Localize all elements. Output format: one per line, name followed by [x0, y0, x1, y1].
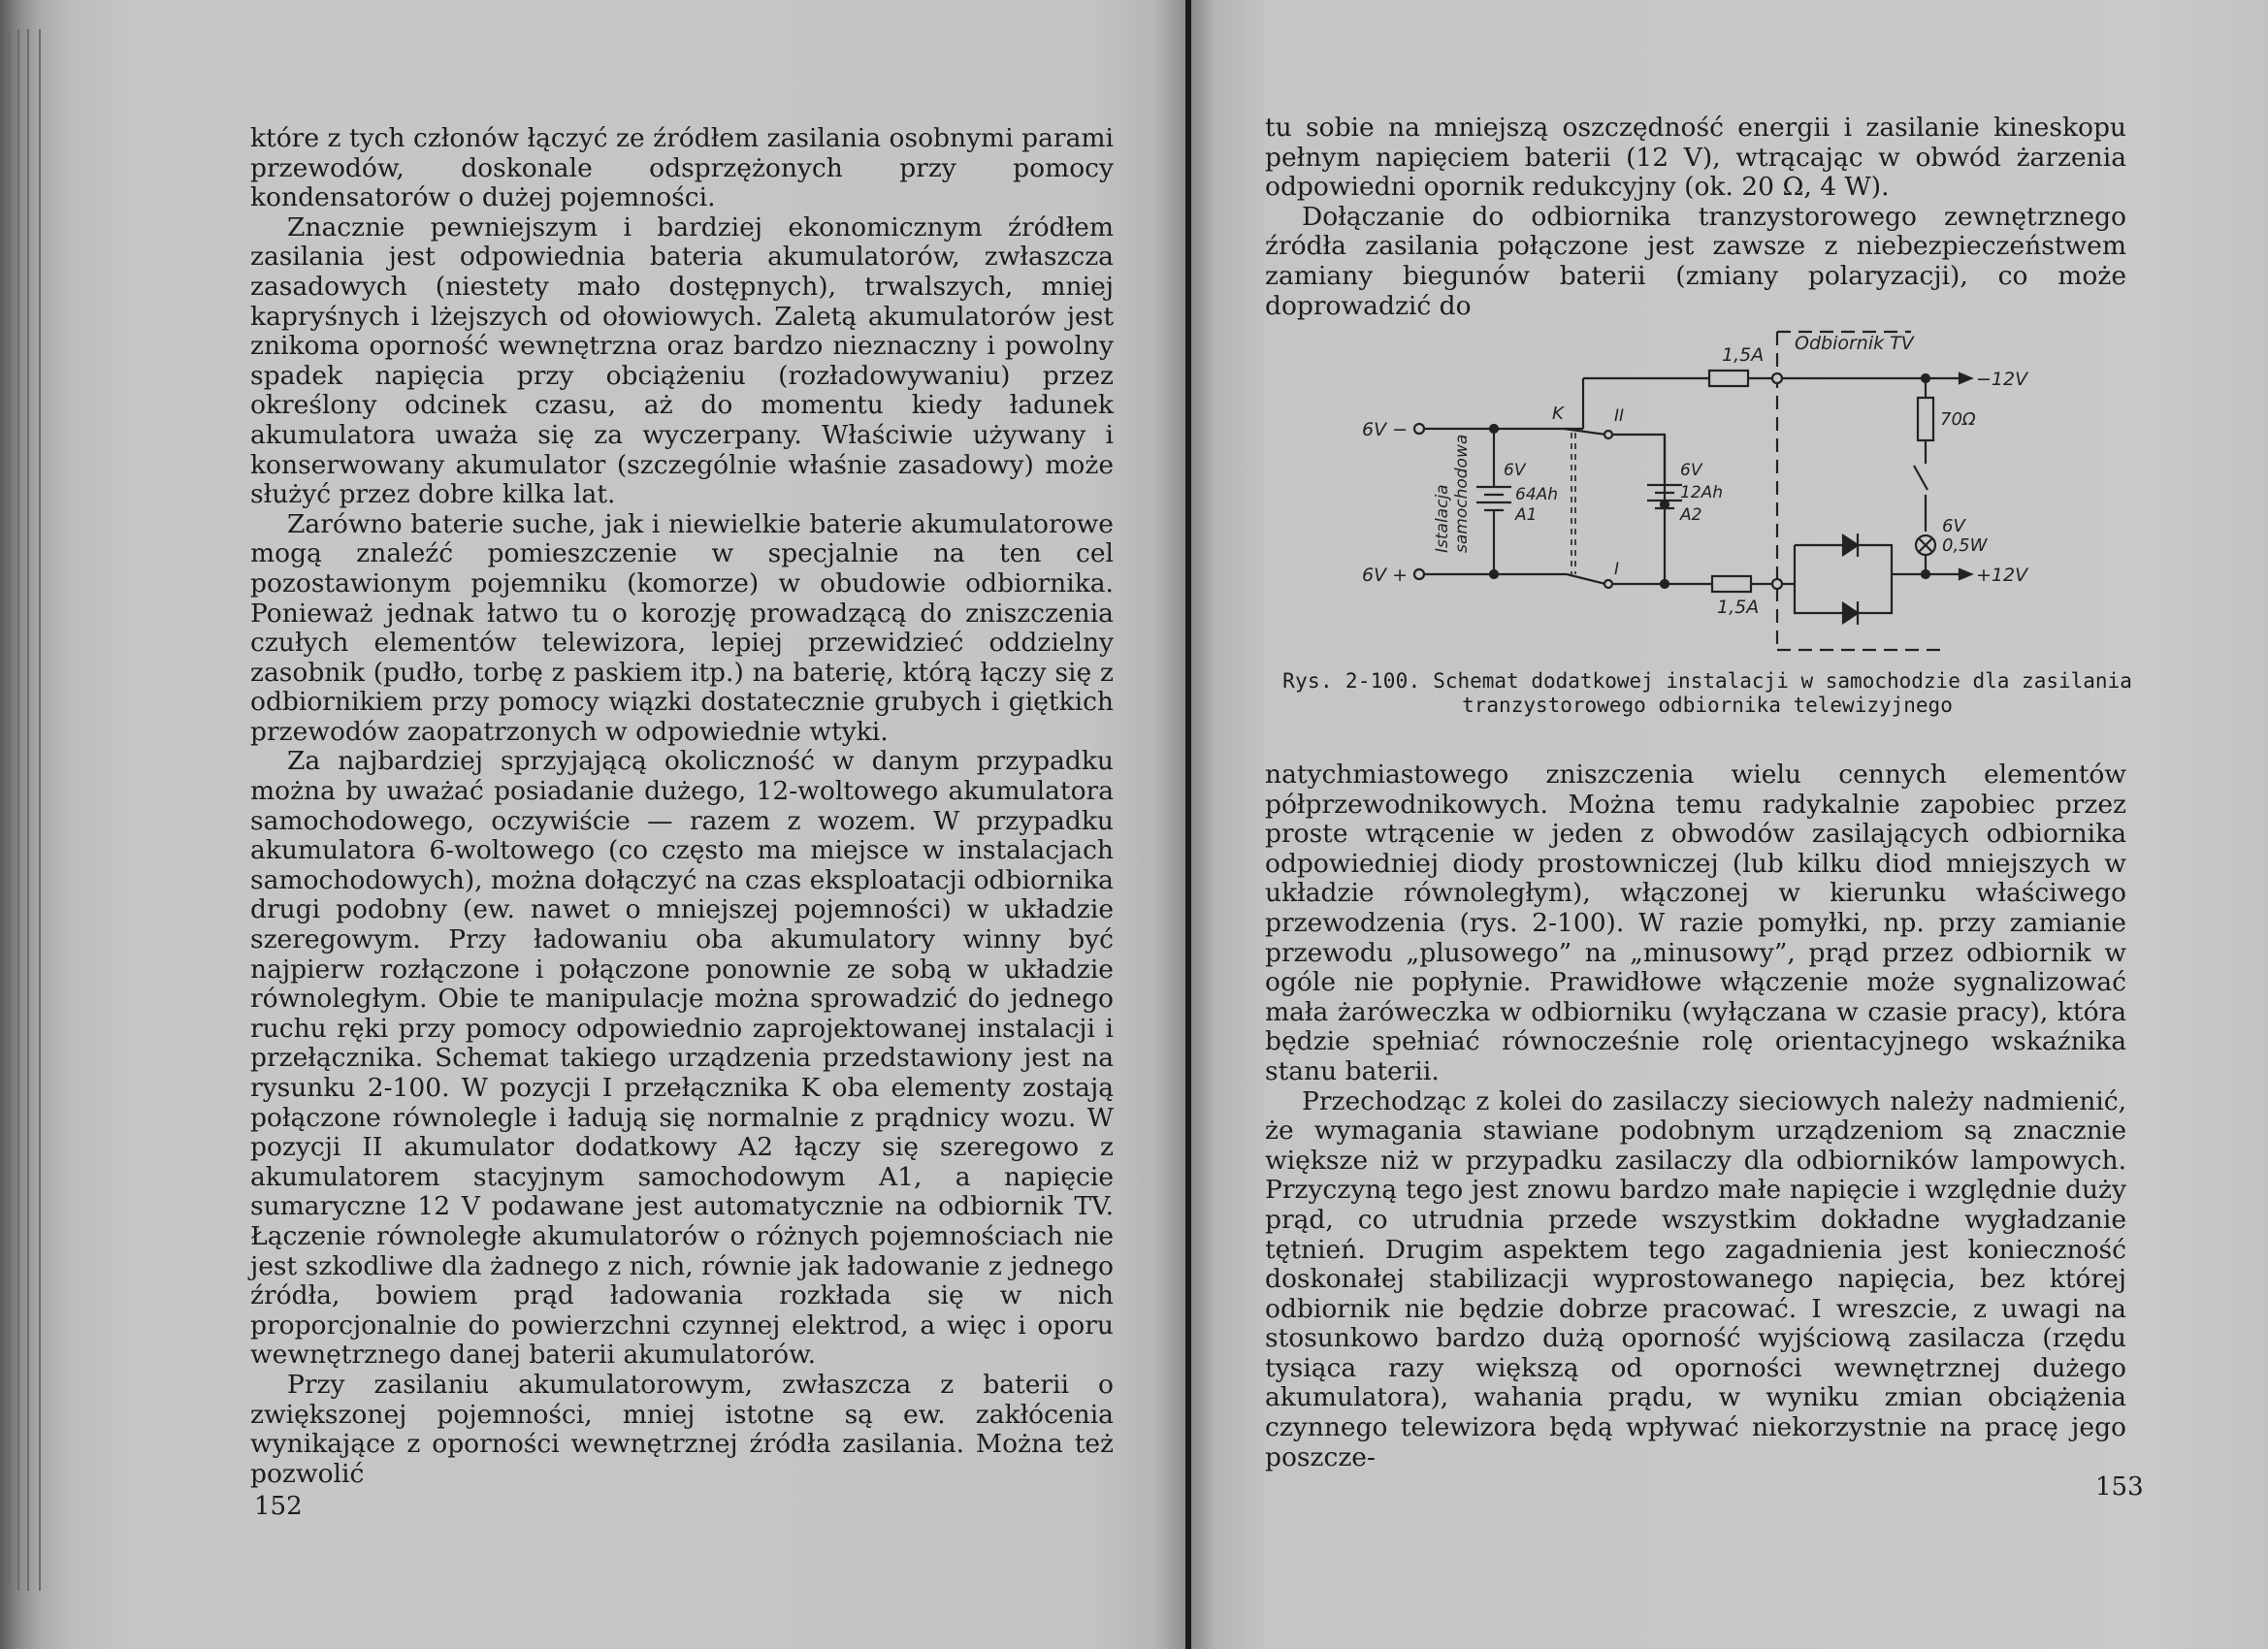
diode	[1843, 535, 1858, 555]
paragraph: Znacznie pewniejszym i bardziej ekonomicznym źródłem zasilania jest odpowiednia bateria akumulatorów, zwłaszcza zasadowych (niestety mało dostępnych), trwalszych, mniej kapryśnych i lżejszych od ołowiowych. Zaletą akumulatorów jest znikoma oporność wewnętrzna oraz bardzo nieznaczny i powolny spadek napięcia przy obciążeniu (rozładowywaniu) przez określony odcinek czasu, aż do momentu kiedy ładunek akumulatora uważa się za wyczerpany. Właściwie używany i konserwowany akumulator (szczególnie właśnie zasadowy) może służyć przez dobre kilka lat.	[250, 211, 1114, 510]
label-bat1-v: 6V	[1504, 461, 1526, 480]
page-number-right: 153	[2095, 1472, 2144, 1502]
paragraph: Za najbardziej sprzyjającą okoliczność w danym przypadku można by uważać posiadanie dużego, 12-woltowego akumulatora samochodowego, oczywiście — razem z wozem. W przypadku akumulatora 6-woltowego (co często ma miejsce w instalacjach samochodowych), można dołączyć na czas eksploatacji odbiornika drugi podobny (ew. nawet o mniejszej pojemności) w układzie szeregowym. Przy ładowaniu oba akumulatory winny być najpierw rozłączone i połączone ponownie ze sobą w układzie równoległym. Obie te manipulacje można sprowadzić do jednego ruchu ręki przy pomocy odpowiednio zaprojektowanej instalacji i przełącznika. Schemat takiego urządzenia przedstawiony jest na rysunku 2-100. W pozycji I przełącznika K oba elementy zostają połączone równolegle i ładują się normalnie z prądnicy wozu. W pozycji II akumulator dodatkowy A2 łączy się szeregowo z akumulatorem stacyjnym samochodowym A1, a napięcie sumaryczne 12 V podawane jest automatycznie na odbiornik TV. Łączenie równoległe akumulatorów o różnych pojemnościach nie jest szkodliwe dla żadnego z nich, równie jak ładowanie z jednego źródła, bowiem prąd ładowania rozkłada się w nich proporcjonalnie do powierzchni czynnej elektrod, a więc i oporu wewnętrznego danej baterii akumulatorów.	[250, 746, 1114, 1371]
node	[1661, 580, 1669, 588]
label-bat1-ah: 64Ah	[1515, 485, 1559, 504]
label-pos-I: I	[1614, 560, 1620, 579]
label-plus12: +12V	[1976, 565, 2028, 586]
label-bat1-name: A1	[1515, 505, 1538, 525]
right-body-text-top	[1265, 113, 2126, 321]
fuse-top	[1709, 371, 1748, 386]
arrow	[1960, 569, 1971, 579]
label-pos-II: II	[1614, 406, 1625, 426]
label-bat2-v: 6V	[1680, 461, 1702, 480]
label-fuse-top: 1,5A	[1722, 344, 1765, 366]
right-body-text-bottom	[1265, 760, 2126, 1472]
lamp	[1919, 538, 1932, 552]
page-edge	[8, 29, 10, 1591]
page-edge	[27, 29, 29, 1591]
terminal	[1414, 424, 1424, 434]
switch-k	[1564, 429, 1606, 584]
contact	[1604, 431, 1612, 438]
arrow	[1960, 373, 1971, 383]
label-car-install-2: samochodowa	[1452, 434, 1472, 553]
left-body-text	[250, 124, 1114, 1489]
page-edge	[17, 29, 19, 1591]
figure-caption	[1261, 669, 2154, 718]
circuit-diagram	[1339, 320, 2076, 669]
label-bat2-ah: 12Ah	[1680, 483, 1724, 502]
page-number-left: 152	[254, 1492, 303, 1521]
label-car-install-1: Istalacja	[1433, 484, 1452, 553]
terminal	[1772, 373, 1782, 383]
label-receiver: Odbiornik TV	[1795, 333, 1914, 354]
caption-text: Schemat dodatkowej instalacji w samochodzie dla zasilania tranzystorowego odbiornika telewizyjnego	[1433, 669, 2132, 717]
label-bat2-name: A2	[1680, 505, 1702, 525]
label-lamp-v: 6V	[1942, 516, 1965, 536]
resistor	[1918, 398, 1933, 440]
battery-a1	[1476, 487, 1511, 510]
terminal	[1772, 579, 1782, 589]
node	[1661, 501, 1669, 508]
label-resistor: 70Ω	[1940, 409, 1976, 430]
terminal	[1414, 569, 1424, 579]
paragraph: Przy zasilaniu akumulatorowym, zwłaszcza z baterii o zwiększonej pojemności, mniej istotne są ew. zakłócenia wynikające z oporności wewnętrznej źródła zasilania. Można też pozwolić	[250, 1369, 1114, 1489]
label-fuse-bottom: 1,5A	[1717, 597, 1760, 618]
paragraph: natychmiastowego zniszczenia wielu cennych elementów półprzewodnikowych. Można temu radykalnie zapobiec przez proste wtrącenie w jeden z obwodów zasilających odbiornika odpowiedniej diody prostowniczej (lub kilku diod mniejszych w układzie równoległym), włączonej w kierunku właściwego przewodzenia (rys. 2-100). W razie pomyłki, np. przy zamianie przewodu „plusowego” na „minusowy”, prąd przez odbiornik w ogóle nie popłynie. Prawidłowe włączenie może sygnalizować mała żaróweczka w odbiorniku (wyłączana w czasie pracy), która będzie spełniać równocześnie rolę orientacyjnego wskaźnika stanu baterii.	[1265, 760, 2126, 1086]
label-switch-k: K	[1552, 404, 1564, 424]
contact	[1604, 580, 1612, 588]
label-minus12: −12V	[1976, 369, 2028, 390]
wire	[1795, 545, 1843, 613]
node	[1490, 570, 1498, 578]
paragraph: tu sobie na mniejszą oszczędność energii i zasilanie kineskopu pełnym napięciem baterii (12 V), wtrącając w obwód żarzenia odpowiedni opornik redukcyjny (ok. 20 Ω, 4 W).	[1265, 113, 2126, 203]
diode	[1843, 603, 1858, 623]
label-lamp-w: 0,5W	[1942, 535, 1988, 556]
label-in-minus: 6V −	[1362, 419, 1409, 440]
page-edge	[39, 29, 41, 1591]
fuse-bottom	[1712, 576, 1751, 592]
label-in-plus: 6V +	[1362, 565, 1409, 586]
paragraph: Przechodząc z kolei do zasilaczy sieciowych należy nadmienić, że wymagania stawiane podobnym urządzeniom są znacznie większe niż w przypadku zasilaczy dla odbiorników lampowych. Przyczyną tego jest znowu bardzo małe napięcie i względnie duży prąd, co utrudnia przede wszystkim dokładne wygładzanie tętnień. Drugim aspektem tego zagadnienia jest konieczność doskonałej stabilizacji wyprostowanego napięcia, bez której odbiornik nie będzie dobrze pracować. I wreszcie, z uwagi na stosunkowo bardzo dużą oporność wyjściową zasilacza (rzędu tysiąca razy większą od oporności wewnętrznej dużego akumulatora), wahania prądu, w wyniku zmian obciążenia czynnego telewizora będą wpływać niekorzystnie na pracę jego poszcze-	[1265, 1085, 2126, 1472]
paragraph: które z tych członów łączyć ze źródłem zasilania osobnymi parami przewodów, doskonale odsprzężonych przy pomocy kondensatorów o dużej pojemności.	[250, 123, 1114, 213]
switch-linkage	[1571, 433, 1575, 574]
caption-label: Rys. 2-100.	[1282, 669, 1421, 693]
lamp-switch	[1914, 440, 1928, 532]
paragraph: Zarówno baterie suche, jak i niewielkie baterie akumulatorowe mogą znaleźć pomieszczenie w specjalnie na ten cel pozostawionym pojemniku (komorze) w obudowie odbiornika. Ponieważ jednak łatwo tu o korozję prowadzącą do zniszczenia czułych elementów telewizora, lepiej przewidzieć oddzielny zasobnik (pudło, torbę z paskiem itp.) na baterię, którą łączy się z odbiornikiem przy pomocy wiązki dostatecznie grubych i giętkich przewodów zaopatrzonych w odpowiednie wtyki.	[250, 508, 1114, 747]
paragraph: Dołączanie do odbiornika tranzystorowego zewnętrznego źródła zasilania połączone jest zawsze z niebezpieczeństwem zamiany biegunów baterii (zmiany polaryzacji), co może doprowadzić do	[1265, 201, 2126, 321]
